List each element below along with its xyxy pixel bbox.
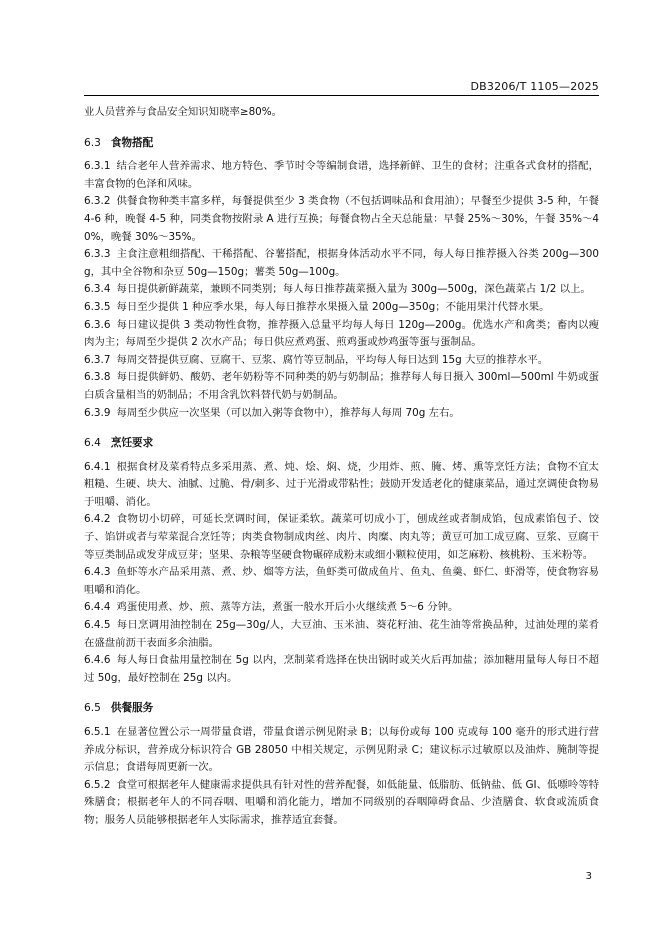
page-number: 3 — [585, 871, 592, 882]
clause-paragraph — [84, 405, 599, 423]
section-heading — [84, 435, 599, 453]
clause-paragraph — [84, 369, 599, 404]
intro-fragment: 业人员营养与食品安全知识知晓率≥80%。 — [84, 106, 283, 118]
clause-number: 6.4.5 — [84, 619, 111, 632]
document-code: DB3206/T 1105—2025 — [470, 80, 599, 93]
clause-text: 供餐食物种类丰富多样，每餐提供至少 3 类食物（不包括调味品和食用油）；早餐至少提供 3-5 种，午餐 4-6 种，晚餐 4-5 种，同类食物按附录 A 进行互换；每餐食物占全天总能量：早餐 25%～30%，午餐 35%～40%，晚餐 30%～35%。 — [84, 195, 599, 243]
clause-paragraph — [84, 777, 599, 830]
clause-number: 6.4.2 — [84, 513, 111, 526]
header-rule — [84, 95, 599, 96]
clause-paragraph — [84, 459, 599, 512]
clause-number: 6.3.6 — [84, 318, 111, 331]
section-number: 6.5 — [84, 702, 101, 715]
clause-number: 6.3.7 — [84, 353, 111, 366]
clause-number: 6.3.3 — [84, 248, 111, 261]
clause-number: 6.4.6 — [84, 654, 111, 667]
section-title: 食物搭配 — [110, 136, 154, 149]
clause-number: 6.3.4 — [84, 283, 111, 296]
clause-text: 结合老年人营养需求、地方特色、季节时令等编制食谱，选择新鲜、卫生的食材；注重各式食材的搭配，丰富食物的色泽和风味。 — [84, 160, 599, 190]
clause-text: 每日至少提供 1 种应季水果，每人每日推荐水果摄入量 200g—350g；不能用果汁代替水果。 — [116, 300, 550, 313]
section-title: 供餐服务 — [110, 702, 154, 715]
clause-paragraph — [84, 511, 599, 564]
clause-paragraph — [84, 281, 599, 299]
clause-paragraph — [84, 652, 599, 687]
clause-text: 食堂可根据老年人健康需求提供具有针对性的营养配餐，如低能量、低脂肪、低钠盐、低 GI、低嘌呤等特殊膳食；根据老年人的不同吞咽、咀嚼和消化能力，增加不同级别的吞咽障碍食品、少渣膳食、软食或流质食物；服务人员能够根据老年人实际需求，推荐适宜套餐。 — [84, 778, 599, 826]
clause-number: 6.3.5 — [84, 300, 111, 313]
clause-number: 6.4.1 — [84, 460, 111, 473]
clause-number: 6.4.3 — [84, 566, 111, 579]
clause-number: 6.3.1 — [84, 160, 111, 173]
clause-text: 在显著位置公示一周带量食谱，带量食谱示例见附录 B；以每份或每 100 克或每 100 毫升的形式进行营养成分标识，营养成分标识符合 GB 28050 中相关规定，示例见附录 C；建议标示过敏原以及油炸、腌制等提示信息；食谱每周更新一次。 — [84, 726, 599, 774]
clause-number: 6.3.9 — [84, 406, 111, 419]
clause-text: 每周交替提供豆腐、豆腐干、豆浆、腐竹等豆制品，平均每人每日达到 15g 大豆的推荐水平。 — [116, 353, 549, 366]
clause-paragraph — [84, 246, 599, 281]
section-title: 烹饪要求 — [110, 437, 154, 450]
clause-text: 每人每日食盐用量控制在 5g 以内，烹制菜肴选择在快出锅时或关火后再加盐；添加糖用量每人每日不超过 50g，最好控制在 25g 以内。 — [84, 654, 599, 684]
clause-paragraph — [84, 299, 599, 317]
clause-paragraph — [84, 193, 599, 246]
clause-text: 主食注意粗细搭配、干稀搭配、谷薯搭配，根据身体活动水平不同，每人每日推荐摄入谷类 200g—300g，其中全谷物和杂豆 50g—150g；薯类 50g—100g。 — [84, 248, 599, 278]
clause-paragraph — [84, 564, 599, 599]
clause-text: 每日提供鲜奶、酸奶、老年奶粉等不同种类的奶与奶制品；推荐每人每日摄入 300ml—500ml 牛奶或蛋白质含量相当的奶制品；不用含乳饮料替代奶与奶制品。 — [84, 371, 599, 401]
clause-paragraph — [84, 724, 599, 777]
clause-text: 根据食材及菜肴特点多采用蒸、煮、炖、烩、焖、烧，少用炸、煎、腌、烤、熏等烹饪方法；食物不宜太粗糙、生硬、块大、油腻、过脆、骨/刺多、过于光滑或带粘性；鼓励开发适老化的健康菜品，通过烹调使食物易于咀嚼、消化。 — [84, 460, 599, 508]
section-number: 6.3 — [84, 136, 101, 149]
document-body — [84, 104, 599, 830]
clause-number: 6.5.1 — [84, 726, 111, 738]
clause-number: 6.3.2 — [84, 195, 111, 208]
clause-number: 6.3.8 — [84, 371, 111, 384]
clause-text: 鱼虾等水产品采用蒸、煮、炒、熘等方法，鱼虾类可做成鱼片、鱼丸、鱼羹、虾仁、虾滑等，使食物容易咀嚼和消化。 — [84, 566, 599, 596]
clause-paragraph — [84, 158, 599, 193]
section-heading — [84, 135, 599, 153]
clause-text: 每日建议提供 3 类动物性食物，推荐摄入总量平均每人每日 120g—200g。优选水产和禽类；畜肉以瘦肉为主；每周至少提供 2 次水产品；每日供应煮鸡蛋、煎鸡蛋或炒鸡蛋等蛋与蛋制品。 — [84, 318, 599, 349]
clause-text: 每日提供新鲜蔬菜，兼顾不同类别；每人每日推荐蔬菜摄入量为 300g—500g，深色蔬菜占 1/2 以上。 — [116, 283, 591, 296]
clause-number: 6.4.4 — [84, 601, 111, 614]
clause-text: 食物切小切碎，可延长烹调时间，保证柔软。蔬菜可切成小丁，刨成丝或者制成馅，包成素馅包子、饺子、馅饼或者与荤菜混合烹饪等；肉类食物制成肉丝、肉片、肉糜、肉丸等；黄豆可加工成豆腐、豆浆、豆腐干等豆类制品或发芽成豆芽；坚果、杂粮等坚硬食物碾碎成粉末或细小颗粒使用，如芝麻粉、核桃粉、玉米粉等。 — [84, 513, 599, 561]
clause-text: 鸡蛋使用煮、炒、煎、蒸等方法，煮蛋一般水开后小火继续煮 5～6 分钟。 — [116, 601, 459, 614]
section-number: 6.4 — [84, 437, 101, 450]
clause-text: 每日烹调用油控制在 25g—30g/人，大豆油、玉米油、葵花籽油、花生油等常换品种，过油处理的菜肴在盛盘前沥干表面多余油脂。 — [84, 619, 599, 649]
section-heading — [84, 700, 599, 718]
clause-text: 每周至少供应一次坚果（可以加入粥等食物中），推荐每人每周 70g 左右。 — [116, 406, 460, 419]
clause-paragraph — [84, 352, 599, 370]
clause-paragraph — [84, 317, 599, 352]
clause-paragraph — [84, 617, 599, 652]
clause-number: 6.5.2 — [84, 778, 111, 791]
clause-paragraph — [84, 599, 599, 617]
